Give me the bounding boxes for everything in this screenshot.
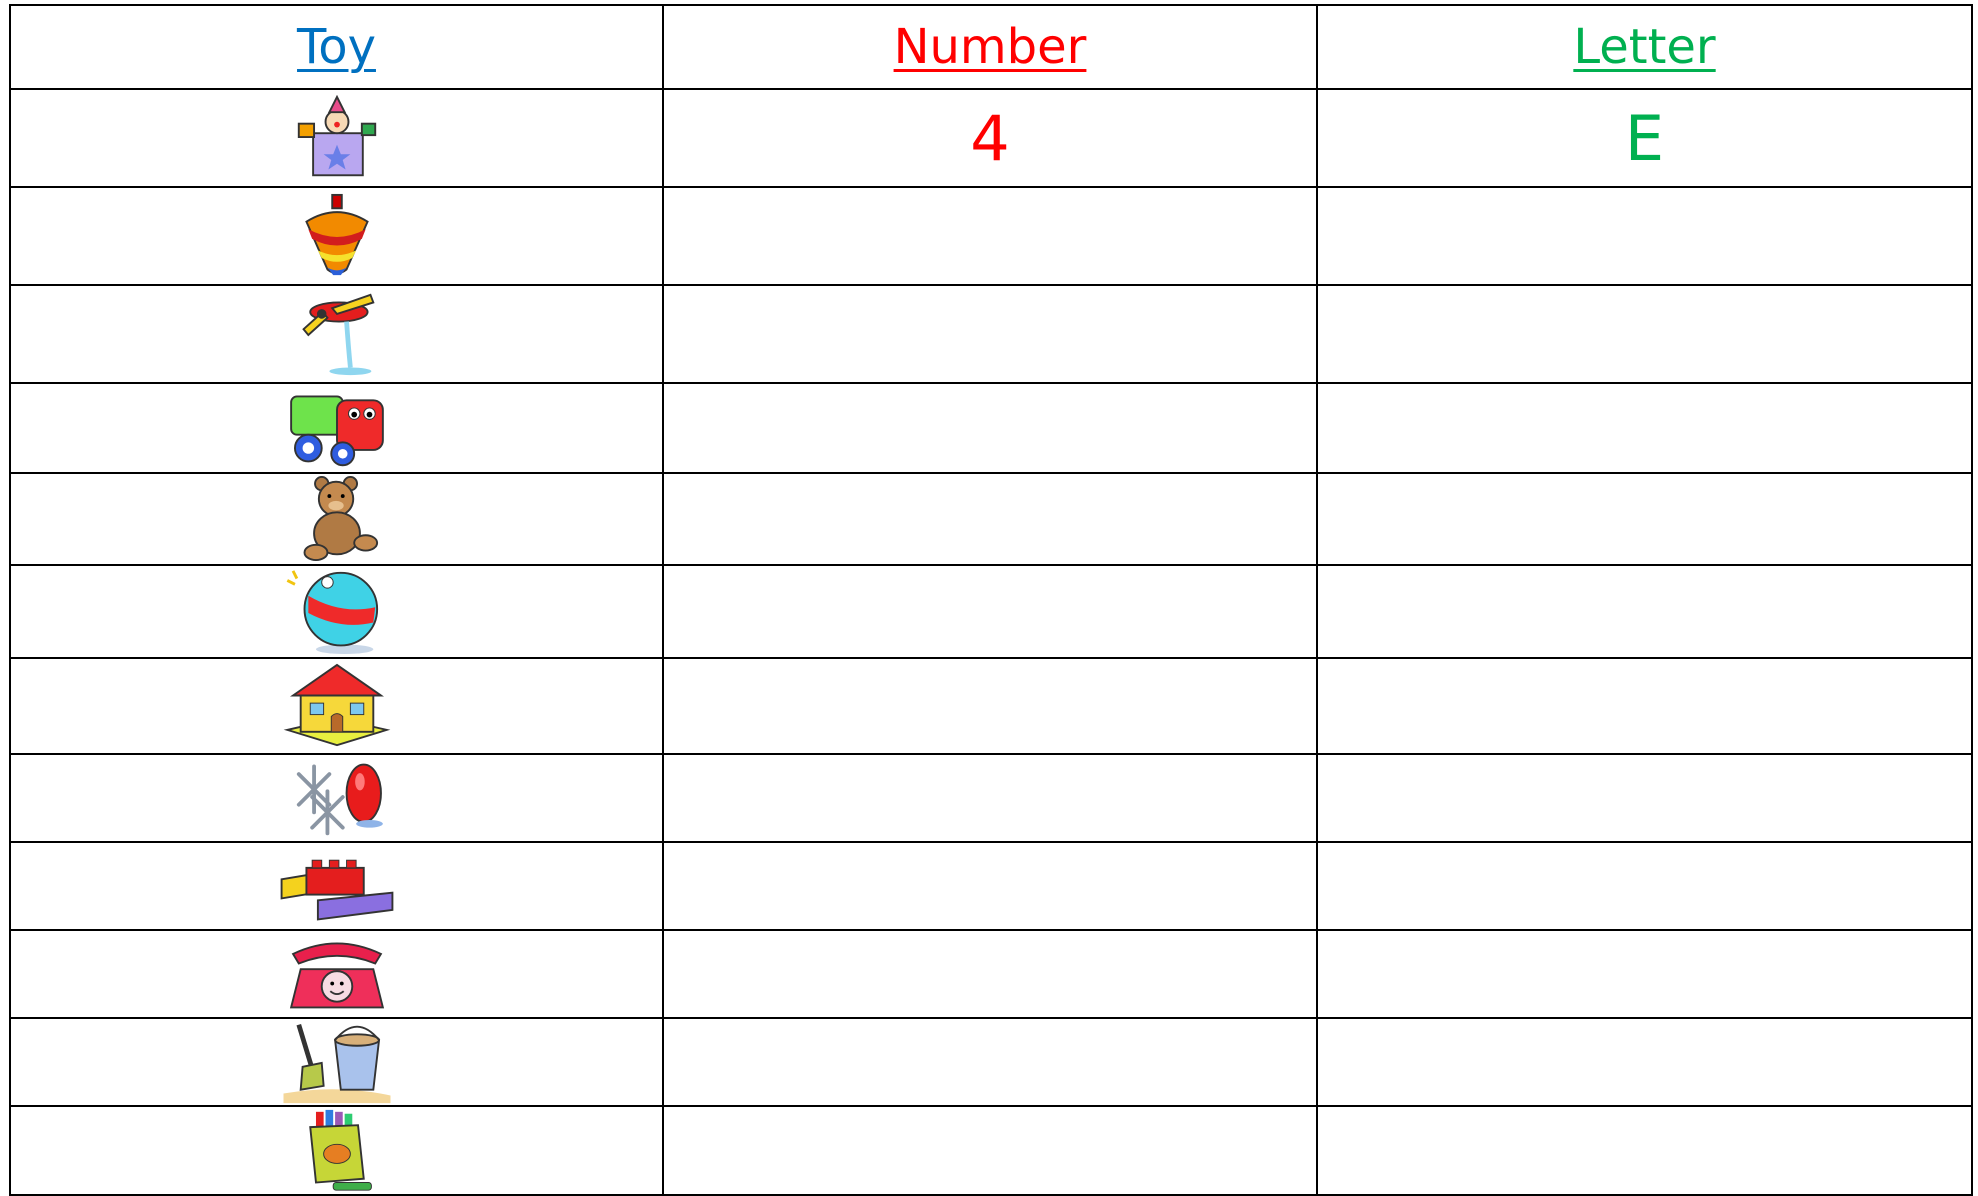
- letter-cell[interactable]: [1317, 383, 1972, 473]
- table-row: [10, 842, 1972, 930]
- table-row: [10, 89, 1972, 187]
- letter-cell[interactable]: [1317, 658, 1972, 754]
- letter-cell[interactable]: E: [1317, 89, 1972, 187]
- letter-cell[interactable]: [1317, 842, 1972, 930]
- toy-cell: [10, 1106, 663, 1195]
- number-cell[interactable]: [663, 383, 1317, 473]
- number-cell[interactable]: [663, 285, 1317, 383]
- letter-cell[interactable]: [1317, 565, 1972, 658]
- number-header: Number: [663, 5, 1317, 89]
- beach-ball-icon: [277, 569, 397, 655]
- crayon-box-icon: [277, 1108, 397, 1194]
- toy-cell: [10, 1018, 663, 1106]
- toy-cell: [10, 565, 663, 658]
- table-row: [10, 285, 1972, 383]
- dollhouse-icon: [277, 663, 397, 749]
- spinning-top-icon: [277, 193, 397, 279]
- table-row: [10, 754, 1972, 842]
- table-row: [10, 658, 1972, 754]
- toy-airplane-icon: [277, 291, 397, 377]
- toy-table: [9, 4, 1973, 1196]
- table-row: [10, 187, 1972, 285]
- jacks-and-ball-icon: [277, 755, 397, 841]
- letter-cell[interactable]: [1317, 754, 1972, 842]
- table-row: [10, 1018, 1972, 1106]
- number-cell[interactable]: [663, 842, 1317, 930]
- number-cell[interactable]: [663, 930, 1317, 1018]
- table-row: [10, 473, 1972, 565]
- toy-header: Toy: [10, 5, 663, 89]
- toy-telephone-icon: [277, 931, 397, 1017]
- letter-cell[interactable]: [1317, 930, 1972, 1018]
- header-row: [10, 5, 1972, 89]
- toy-cell: [10, 754, 663, 842]
- table-row: [10, 383, 1972, 473]
- toy-cell: [10, 383, 663, 473]
- worksheet: [9, 4, 1971, 1196]
- letter-header: Letter: [1317, 5, 1972, 89]
- toy-cell: [10, 187, 663, 285]
- number-cell[interactable]: [663, 473, 1317, 565]
- jack-in-the-box-icon: [277, 95, 397, 181]
- table-row: [10, 930, 1972, 1018]
- letter-cell[interactable]: [1317, 285, 1972, 383]
- teddy-bear-icon: [277, 476, 397, 562]
- building-blocks-icon: [277, 843, 397, 929]
- number-cell[interactable]: [663, 187, 1317, 285]
- toy-truck-icon: [277, 385, 397, 471]
- toy-cell: [10, 842, 663, 930]
- number-cell[interactable]: 4: [663, 89, 1317, 187]
- number-cell[interactable]: [663, 1018, 1317, 1106]
- number-cell[interactable]: [663, 754, 1317, 842]
- toy-cell: [10, 658, 663, 754]
- bucket-and-spade-icon: [277, 1019, 397, 1105]
- toy-cell: [10, 89, 663, 187]
- letter-cell[interactable]: [1317, 1106, 1972, 1195]
- letter-cell[interactable]: [1317, 1018, 1972, 1106]
- toy-cell: [10, 930, 663, 1018]
- number-cell[interactable]: [663, 658, 1317, 754]
- toy-cell: [10, 473, 663, 565]
- table-row: [10, 565, 1972, 658]
- number-cell[interactable]: [663, 1106, 1317, 1195]
- letter-cell[interactable]: [1317, 473, 1972, 565]
- toy-cell: [10, 285, 663, 383]
- letter-cell[interactable]: [1317, 187, 1972, 285]
- number-cell[interactable]: [663, 565, 1317, 658]
- table-row: [10, 1106, 1972, 1195]
